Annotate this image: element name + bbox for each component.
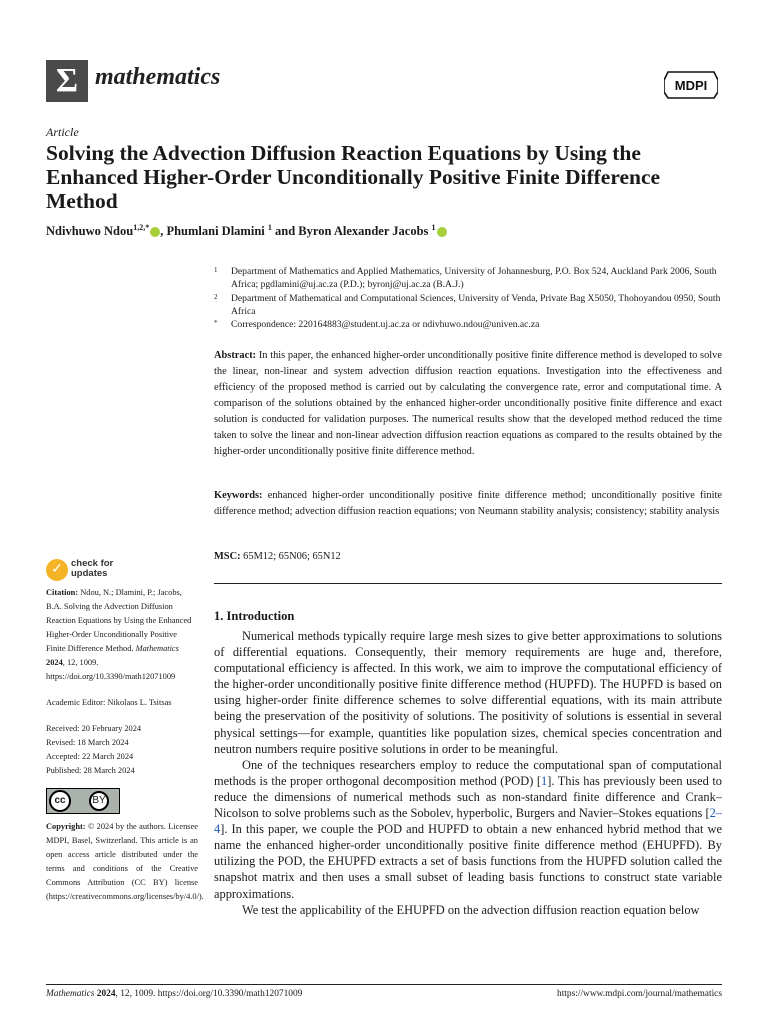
msc xyxy=(214,549,722,565)
author-separator: and xyxy=(271,224,299,239)
publisher-name: MDPI xyxy=(674,78,708,93)
cc-icon: cc xyxy=(49,790,71,812)
academic-editor: Academic Editor: Nikolaos L. Tsitsas xyxy=(46,698,172,707)
keywords xyxy=(214,488,722,520)
paragraph: We test the applicability of the EHUPFD on the advection diffusion reaction equation below xyxy=(242,902,700,917)
abstract-label: Abstract: xyxy=(214,350,257,361)
paragraph-text: ]. In this paper, we couple the POD and HUPFD to obtain a new enhanced hybrid method that we name the enhanced higher-order unconditionally positive finite difference method (EHUPFD). By utilizing the POD, the EHUPFD extracts a set of basis functions from the HUPFD solution called the snapshot matrix and then uses a small subset of leading basis functions to construct state variable approximations. xyxy=(214,822,722,901)
citation xyxy=(46,586,198,684)
paragraph-text: One of the techniques researchers employ to reduce the computational span of computational methods is the proper orthogonal decomposition method (POD) [ xyxy=(214,757,722,788)
citation-link[interactable]: 2–4 xyxy=(214,806,722,837)
author-name[interactable]: Byron Alexander Jacobs xyxy=(298,224,429,239)
footer-journal: Mathematics xyxy=(46,989,95,999)
abstract xyxy=(214,348,722,460)
author-list xyxy=(46,223,447,239)
section-divider xyxy=(214,583,722,584)
affiliation-item xyxy=(214,318,724,331)
date-published: Published: 28 March 2024 xyxy=(46,766,135,775)
copyright xyxy=(46,820,204,904)
correspondence-text: Correspondence: 220164883@student.uj.ac.za or ndivhuwo.ndou@univen.ac.za xyxy=(231,319,540,331)
date-received: Received: 20 February 2024 xyxy=(46,724,142,733)
citation-journal: Mathematics xyxy=(135,644,179,653)
citation-link[interactable]: 1 xyxy=(540,773,548,788)
date-revised: Revised: 18 March 2024 xyxy=(46,738,129,747)
citation-year: 2024 xyxy=(46,658,63,667)
affiliation-text: Department of Mathematics and Applied Mathematics, University of Johannesburg, P.O. Box 524, Auckland Park 2006, South Africa; pgdlamini@uj.ac.za (P.D.); byronj@uj.ac.za (B.A.J.) xyxy=(231,266,717,291)
citation-label: Citation: xyxy=(46,588,79,597)
journal-name: mathematics xyxy=(95,64,221,90)
author-name[interactable]: Phumlani Dlamini xyxy=(166,224,265,239)
affiliation-text: Department of Mathematical and Computational Sciences, University of Venda, Private Bag X5050, Thohoyandou 0950, South Africa xyxy=(231,292,721,317)
citation-doi[interactable]: , 12, 1009. https://doi.org/10.3390/math12071009 xyxy=(46,658,176,681)
check-for-updates-button[interactable] xyxy=(71,559,113,579)
citation-text: Ndou, N.; Dlamini, P.; Jacobs, B.A. Solving the Advection Diffusion Reaction Equations by Using the Enhanced Higher-Order Unconditionally Positive Finite Difference Method. xyxy=(46,588,192,653)
affiliation-mark: 2 xyxy=(214,292,218,301)
author-affiliation-mark: 1,2,* xyxy=(133,223,150,232)
cc-by-license-badge[interactable] xyxy=(46,788,120,814)
body-text xyxy=(214,628,722,918)
msc-label: MSC: xyxy=(214,551,241,562)
copyright-label: Copyright: xyxy=(46,822,86,831)
affiliation-mark: * xyxy=(214,319,218,328)
publisher-logo xyxy=(664,70,718,100)
author-affiliation-mark: 1 xyxy=(431,223,436,232)
affiliation-mark: 1 xyxy=(214,266,218,274)
sidebar xyxy=(46,586,204,904)
msc-text: 65M12; 65N06; 65N12 xyxy=(243,551,341,562)
abstract-text: In this paper, the enhanced higher-order unconditionally positive finite difference method is developed to solve the linear, non-linear and system advection diffusion reaction equations. Investigation into the effectiveness and efficiency of the proposed method is carried out by calculating the convergence rate, error and computational time. A comparison of the solutions obtained by the enhanced higher-order unconditionally positive finite difference and exact solution is conducted for validation purposes. The numerical results show that the developed method reduced the time taken to solve the linear and non-linear advection diffusion reaction equations as compared to the results obtained by the higher-order unconditionally positive finite difference method. xyxy=(214,350,722,457)
footer-journal-url[interactable]: https://www.mdpi.com/journal/mathematics xyxy=(557,989,722,999)
journal-logo: Σ xyxy=(46,60,88,102)
paragraph: Numerical methods typically require large mesh sizes to give better approximations to solutions of differential equations. Consequently, their memory requirements are huge and, therefore, computational efficiency is affected. In this work, we aim to improve the computational efficiency of the higher-order unconditionally positive finite difference method (HUPFD). The HUPFD is based on using higher-order finite difference schemes to solve differential equations, with its main attribute being the preservation of the positivity of solutions. The positivity of solutions is essential in several physical settings—for example, quantities like population sizes, chemical species concentration and neutron numbers require positive solutions in order to be meaningful. xyxy=(214,629,722,756)
date-accepted: Accepted: 22 March 2024 xyxy=(46,752,134,761)
affiliation-item xyxy=(214,292,724,319)
footer-doi[interactable]: , 12, 1009. https://doi.org/10.3390/math12071009 xyxy=(115,989,303,999)
check-updates-line1: check for xyxy=(71,558,114,569)
paragraph xyxy=(214,757,722,902)
orcid-icon[interactable] xyxy=(150,227,160,237)
footer-divider xyxy=(46,984,722,985)
check-for-updates-icon[interactable]: ✓ xyxy=(46,559,68,581)
author-separator: , xyxy=(160,224,167,239)
footer-year: 2024 xyxy=(96,989,116,999)
article-title: Solving the Advection Diffusion Reaction Equations by Using the Enhanced Higher-Order Unconditionally Positive Finite Difference Method xyxy=(46,141,661,213)
affiliation-item xyxy=(214,265,724,292)
author-name[interactable]: Ndivhuwo Ndou xyxy=(46,224,134,239)
keywords-label: Keywords: xyxy=(214,490,263,501)
section-heading: 1. Introduction xyxy=(214,609,295,623)
footer-citation xyxy=(46,989,302,999)
paragraph-text: ]. This has previously been used to reduce the dimensions of numerical methods such as non-standard finite difference and Crank–Nicolson to solve problems such as the Sobolev, hyperbolic, Burgers and Navier–Stokes equations [ xyxy=(214,773,722,821)
article-type: Article xyxy=(46,125,79,139)
orcid-icon[interactable] xyxy=(437,227,447,237)
check-updates-line2: updates xyxy=(71,568,108,579)
copyright-text: © 2024 by the authors. Licensee MDPI, Basel, Switzerland. This article is an open access article distributed under the terms and conditions of the Creative Commons Attribution (CC BY) license (https://creativecommons.org/licenses/by/4.0/). xyxy=(46,822,204,901)
by-icon: BY xyxy=(89,791,109,811)
affiliations xyxy=(214,265,724,331)
author-affiliation-mark: 1 xyxy=(267,223,272,232)
keywords-text: enhanced higher-order unconditionally positive finite difference method; unconditionally positive finite difference method; advection diffusion reaction equations; von Neumann stability analysis; consistency; stability analysis xyxy=(214,490,722,517)
